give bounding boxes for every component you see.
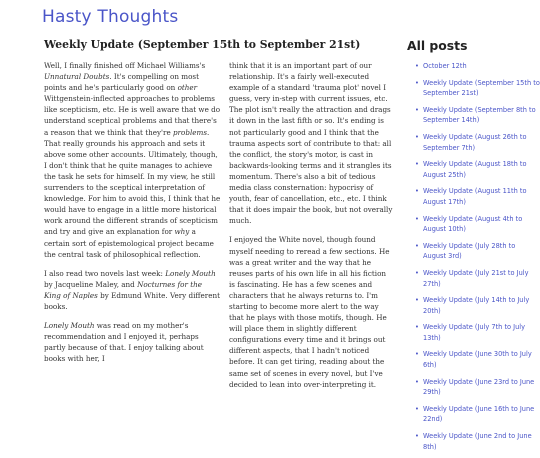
sidebar-post-label: Weekly Update (June 30th to July 6th) — [423, 350, 532, 370]
sidebar-post-label: Weekly Update (July 21st to July 27th) — [423, 268, 529, 288]
sidebar — [407, 38, 540, 458]
sidebar-post-link[interactable] — [407, 431, 540, 452]
body-text: think that it is an important part of our relationship. It's a fairly well-executed example of a standard 'trauma plot' novel I guess, very in-step with current issues, etc. The plot isn't really the attraction and drags it down in the last fifth or so. It's ending is not particularly good and I think that the trauma aspects sort of contribute to that: all the conflict, the story's motor, is cast in backwards-looking terms and it strangles its momentum. There's also a bit of tedious media class consternation: hypocrisy of youth, fear of cancellation, etc., etc. I think that it does impair the book, but not overally much. — [229, 61, 393, 226]
sidebar-title: All posts — [407, 38, 468, 53]
sidebar-post-label: Weekly Update (June 2nd to June 8th) — [423, 432, 532, 451]
sidebar-post-label: Weekly Update (September 8th to September 14th) — [423, 105, 536, 125]
bullet-icon: • — [415, 404, 419, 413]
sidebar-post-link[interactable] — [407, 349, 540, 370]
bullet-icon: • — [415, 105, 419, 114]
sidebar-post-link[interactable] — [407, 268, 540, 289]
body-text: was read on my mother's recommendation and I enjoyed it, perhaps partly because of that. I enjoy talking about books with her, I — [44, 321, 204, 364]
sidebar-post-link[interactable] — [407, 132, 540, 153]
sidebar-post-link[interactable] — [407, 295, 540, 316]
bullet-icon: • — [415, 296, 419, 305]
sidebar-post-link[interactable] — [407, 214, 540, 235]
post-paragraph — [44, 268, 221, 312]
body-text: Wittgenstein-inflected approaches to problems like scepticism, etc. He is well aware that we do understand sceptical problems and that there's a reason that we think that they're — [44, 94, 221, 137]
sidebar-post-link[interactable] — [407, 78, 540, 99]
bullet-icon: • — [415, 268, 419, 277]
sidebar-post-link[interactable] — [407, 404, 540, 425]
sidebar-post-label: Weekly Update (August 11th to August 17th) — [423, 187, 527, 206]
post-paragraph — [229, 234, 394, 389]
sidebar-post-link[interactable] — [407, 186, 540, 207]
emphasized-text: Nocturnes for the King of Naples — [44, 279, 202, 300]
sidebar-post-link[interactable] — [407, 105, 540, 126]
body-text: by Jacqueline Maley, and — [44, 279, 138, 289]
body-text: a certain sort of epistemological project became the central task of philosophical reflection. — [44, 227, 214, 259]
sidebar-post-link[interactable] — [407, 322, 540, 343]
sidebar-post-label: Weekly Update (August 4th to August 10th) — [423, 214, 523, 234]
body-text: . It's compelling on most points and he's particularly good on — [44, 72, 199, 93]
bullet-icon: • — [415, 432, 419, 441]
sidebar-post-label: Weekly Update (August 18th to August 25th) — [423, 160, 527, 179]
body-text: Well, I finally finished off Michael Williams's — [44, 61, 206, 70]
bullet-icon: • — [415, 241, 419, 250]
post-paragraph — [44, 60, 221, 260]
sidebar-post-link[interactable] — [407, 159, 540, 180]
sidebar-post-label: October 12th — [423, 62, 467, 70]
all-posts-list — [407, 61, 540, 452]
bullet-icon: • — [415, 214, 419, 223]
emphasized-text: problems — [172, 127, 208, 137]
bullet-icon: • — [415, 377, 419, 386]
sidebar-post-label: Weekly Update (June 16th to June 22nd) — [423, 404, 535, 424]
emphasized-text: Unnatural Doubts — [44, 72, 110, 82]
post-body — [44, 60, 394, 398]
body-text: . That really grounds his approach and sets it above some other accounts. Ultimately, though, I don't think that he quite manages to achieve the task he sets for himself. In my view, he still surrenders to the sceptical interpretation of knowledge. For him to avoid this, I think that he would have to engage in a little more historical work around the different strands of scepticism and try and give an explanation for — [44, 127, 221, 237]
emphasized-text: Lonely Mouth — [44, 321, 95, 331]
sidebar-post-label: Weekly Update (August 26th to September 7th) — [423, 132, 527, 152]
sidebar-post-link[interactable] — [407, 241, 540, 262]
emphasized-text: Lonely Mouth — [165, 268, 216, 278]
bullet-icon: • — [415, 132, 419, 141]
sidebar-post-label: Weekly Update (July 14th to July 20th) — [423, 296, 530, 315]
sidebar-post-label: Weekly Update (June 23rd to June 29th) — [423, 377, 535, 397]
bullet-icon: • — [415, 78, 419, 87]
bullet-icon: • — [415, 62, 419, 70]
post-article — [44, 38, 394, 398]
sidebar-post-link[interactable] — [407, 377, 540, 398]
emphasized-text: why — [174, 227, 190, 237]
site-title-link[interactable]: Hasty Thoughts — [42, 7, 179, 27]
post-title: Weekly Update (September 15th to September 21st) — [44, 38, 361, 51]
bullet-icon: • — [415, 160, 419, 169]
sidebar-post-link[interactable] — [407, 61, 540, 72]
bullet-icon: • — [415, 350, 419, 359]
post-column-left — [44, 60, 221, 398]
sidebar-post-label: Weekly Update (July 28th to August 3rd) — [423, 241, 516, 261]
bullet-icon: • — [415, 323, 419, 332]
bullet-icon: • — [415, 187, 419, 196]
sidebar-post-label: Weekly Update (July 7th to July 13th) — [423, 323, 526, 342]
body-text: I also read two novels last week: — [44, 268, 166, 278]
body-text: by Edmund White. Very different books. — [44, 290, 220, 311]
post-paragraph — [229, 60, 394, 226]
emphasized-text: other — [177, 83, 198, 93]
post-paragraph — [44, 320, 221, 364]
post-column-right — [229, 60, 394, 398]
body-text: I enjoyed the White novel, though found myself needing to reread a few sections. He was a great writer and the way that he reuses parts of his own life in all his fiction is fascinating. He has a few scenes and characters that he always returns to. I'm starting to become more alert to the way that he plays with those motifs, though. He will place them in slightly different configurations every time and it brings out different aspects, that I hadn't noticed before. It can get tiring, reading about the same set of scenes in every novel, but I've decided to lean into over-interpreting it. — [229, 235, 390, 389]
sidebar-post-label: Weekly Update (September 15th to September 21st) — [423, 78, 540, 98]
